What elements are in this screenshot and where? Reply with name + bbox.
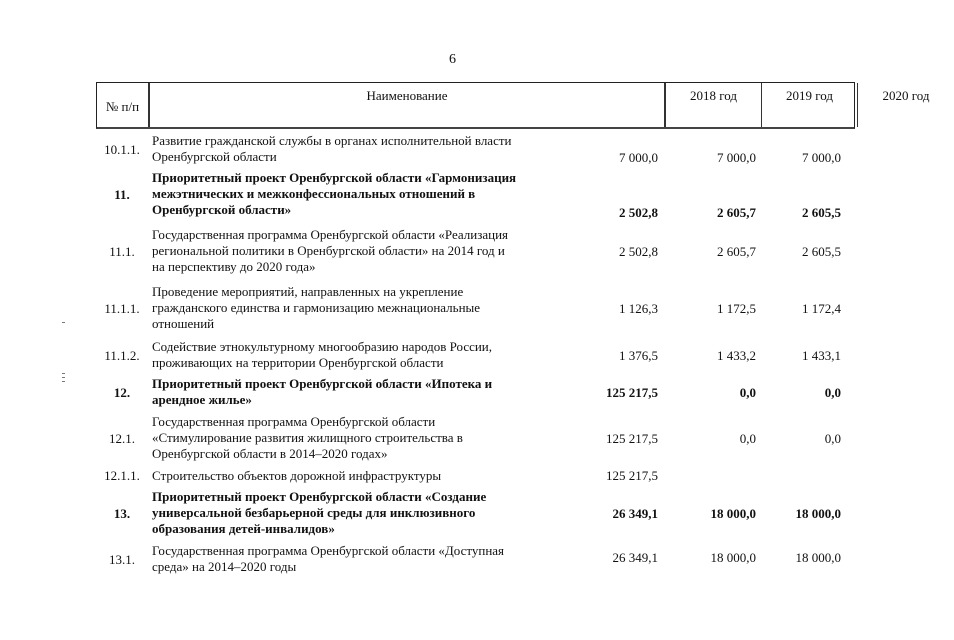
row-value-2018: 1 126,3	[619, 301, 658, 316]
header-name: Наименование	[150, 83, 666, 127]
header-2020: 2020 год	[882, 88, 930, 103]
row-value-2020: 18 000,0	[795, 506, 841, 521]
row-value-2020: 0,0	[824, 385, 841, 400]
header-2018: 2018 год	[666, 83, 762, 127]
row-number: 11.	[114, 187, 130, 202]
row-value-2019: 2 605,7	[717, 244, 756, 259]
row-value-2018: 7 000,0	[619, 150, 658, 165]
row-value-2019: 1 172,5	[717, 301, 756, 316]
page-number: 6	[449, 52, 456, 67]
row-number: 13.	[113, 506, 131, 521]
header-2019: 2019 год	[762, 83, 858, 127]
row-value-2020: 1 172,4	[802, 301, 841, 316]
row-name: Приоритетный проект Оренбургской области «Ипотека и арендное жилье»	[152, 376, 493, 407]
row-name: Содействие этнокультурному многообразию народов России, проживающих на территории Оренбургской области	[152, 339, 493, 370]
margin-mark	[62, 381, 65, 382]
row-name: Приоритетный проект Оренбургской области «Создание универсальной безбарьерной среды для инклюзивного образования детей-инвалидов»	[152, 489, 487, 536]
row-number: 11.1.2.	[104, 348, 140, 363]
row-value-2020: 18 000,0	[795, 550, 841, 565]
row-name: Государственная программа Оренбургской области «Реализация региональной политики в Оренбургской области» на 2014 год и на перспективу до 2020 года»	[152, 227, 509, 274]
row-value-2020: 2 605,5	[802, 244, 841, 259]
row-value-2019: 1 433,2	[717, 348, 756, 363]
margin-mark	[62, 322, 65, 323]
row-number: 10.1.1.	[104, 142, 140, 157]
row-value-2018: 2 502,8	[619, 205, 658, 220]
row-name: Государственная программа Оренбургской области «Доступная среда» на 2014–2020 годы	[152, 543, 505, 574]
row-value-2019: 7 000,0	[717, 150, 756, 165]
row-number: 12.1.	[109, 431, 135, 446]
row-value-2020: 7 000,0	[802, 150, 841, 165]
row-number: 11.1.1.	[104, 301, 140, 316]
row-value-2019: 18 000,0	[710, 550, 756, 565]
row-value-2018: 125 217,5	[606, 468, 658, 483]
row-value-2018: 26 349,1	[612, 506, 658, 521]
row-name: Развитие гражданской службы в органах исполнительной власти Оренбургской области	[152, 133, 512, 164]
row-value-2019: 0,0	[739, 431, 756, 446]
row-name: Строительство объектов дорожной инфраструктуры	[152, 468, 442, 483]
row-number: 11.1.	[109, 244, 135, 259]
row-number: 12.	[113, 385, 131, 400]
row-value-2018: 26 349,1	[612, 550, 658, 565]
margin-mark	[62, 373, 65, 374]
row-value-2020: 2 605,5	[802, 205, 841, 220]
table-header	[96, 82, 930, 129]
row-name: Проведение мероприятий, направленных на укрепление гражданского единства и гармонизацию межнациональные отношений	[152, 284, 481, 331]
row-value-2019: 0,0	[739, 385, 756, 400]
row-name: Приоритетный проект Оренбургской области «Гармонизация межэтнических и межконфессиональных отношений в Оренбургской области»	[152, 170, 517, 217]
header-num: № п/п	[97, 83, 150, 127]
margin-mark	[62, 377, 65, 378]
row-name: Государственная программа Оренбургской области «Стимулирование развития жилищного строительства в Оренбургской области в 2014–2020 годах»	[152, 414, 463, 461]
row-value-2019: 2 605,7	[717, 205, 756, 220]
row-value-2018: 1 376,5	[619, 348, 658, 363]
row-value-2020: 1 433,1	[802, 348, 841, 363]
row-value-2018: 2 502,8	[619, 244, 658, 259]
row-value-2019: 18 000,0	[710, 506, 756, 521]
row-value-2018: 125 217,5	[606, 431, 658, 446]
row-value-2020: 0,0	[824, 431, 841, 446]
row-value-2018: 125 217,5	[606, 385, 658, 400]
row-number: 13.1.	[109, 552, 135, 567]
row-number: 12.1.1.	[104, 468, 140, 483]
